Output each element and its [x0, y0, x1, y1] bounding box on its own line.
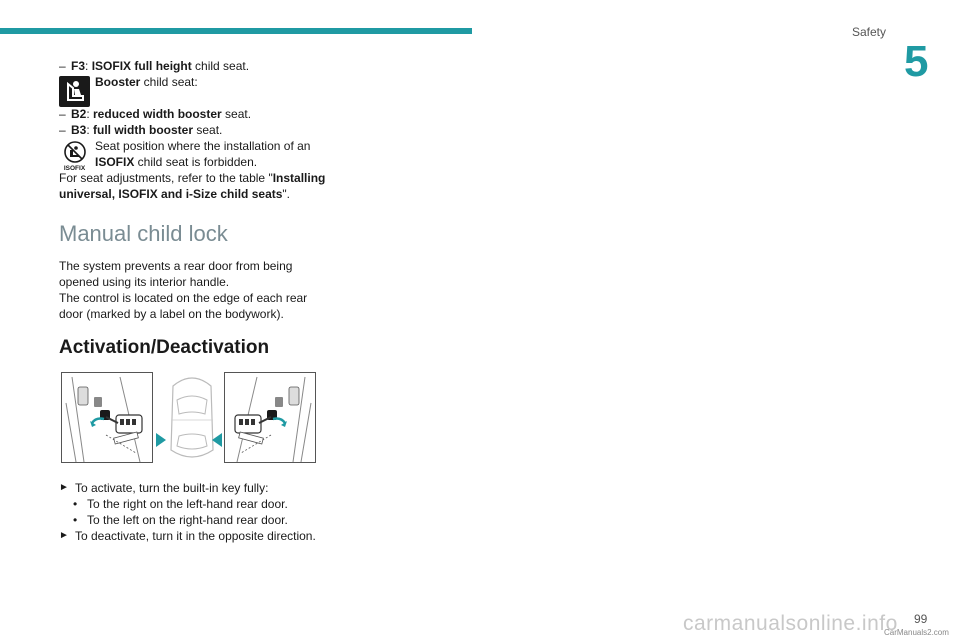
section-name: Safety	[851, 25, 886, 39]
page-number: 99	[914, 612, 928, 626]
substep-right-door: • To the left on the right-hand rear door.	[73, 513, 288, 527]
child-lock-para-1: The system prevents a rear door from being opened using its interior handle.	[59, 259, 293, 289]
seat-item-f3: – F3: ISOFIX full height child seat.	[59, 59, 250, 73]
seat-item-b2: – B2: reduced width booster seat.	[59, 107, 252, 121]
watermark-small: CarManuals2.com	[884, 628, 949, 637]
right-door-key-illustration	[224, 372, 316, 463]
forbidden-text: Seat position where the installation of an ISOFIX child seat is forbidden.	[95, 139, 311, 169]
booster-row	[59, 74, 329, 106]
manual-child-lock-heading: Manual child lock	[59, 221, 228, 246]
chapter-number: 5	[904, 37, 929, 86]
step-deactivate: ► To deactivate, turn it in the opposite direction.	[59, 529, 316, 543]
car-top-view-icon	[163, 370, 221, 465]
triangle-right-icon: ►	[59, 482, 69, 493]
step-activate: ► To activate, turn the built-in key fully:	[59, 481, 269, 495]
isofix-forbidden-row	[59, 138, 329, 170]
triangle-right-icon: ►	[59, 530, 69, 541]
substep-left-door: • To the right on the left-hand rear door.	[73, 497, 288, 511]
arrow-left-icon	[211, 432, 223, 448]
activation-heading: Activation/Deactivation	[59, 337, 270, 358]
seat-item-b3: – B3: full width booster seat.	[59, 123, 223, 137]
left-door-key-illustration	[61, 372, 153, 463]
content-column	[59, 58, 329, 544]
seat-adjustment-note: For seat adjustments, refer to the table "Installing universal, ISOFIX and i-Size child seats".	[59, 171, 326, 201]
arrow-right-icon	[155, 432, 167, 448]
child-booster-seat-icon	[59, 76, 90, 107]
child-lock-para-2: The control is located on the edge of each rear door (marked by a label on the bodywork).	[59, 291, 308, 321]
header-accent-bar	[0, 28, 472, 34]
isofix-icon-label: ISOFIX	[63, 165, 86, 171]
watermark: carmanualsonline.info	[683, 612, 898, 635]
booster-text: Booster child seat:	[95, 75, 198, 89]
child-lock-illustration	[59, 370, 319, 466]
isofix-forbidden-icon	[59, 140, 90, 171]
